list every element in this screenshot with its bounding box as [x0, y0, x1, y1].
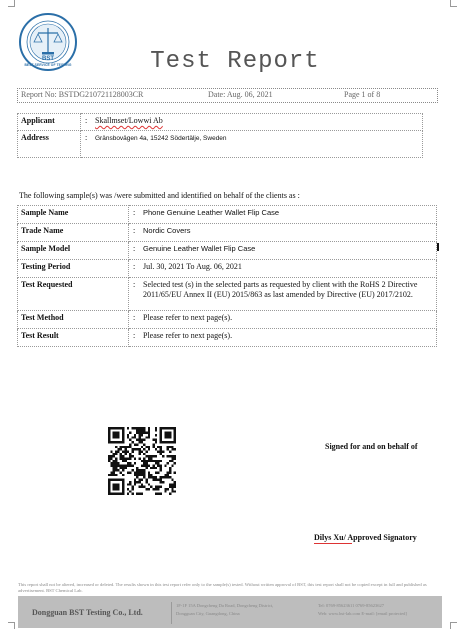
corner-mark-top-right — [450, 0, 457, 7]
sample-row: Test Method : Please refer to next page(s). — [18, 311, 437, 329]
report-bar — [17, 88, 438, 103]
footer-address-1: 1F-1F 15A Dongcheng Da Road, Dongcheng District, — [176, 603, 274, 608]
signatory-name: Dilys Xu/ Approved Signatory — [314, 533, 417, 542]
footer-divider — [171, 602, 172, 624]
footer-address-2: Dongguan City, Guangdong, China — [176, 611, 240, 616]
qr-code — [108, 427, 176, 495]
signatory-underline — [314, 543, 352, 544]
footer-web: Web: www.bst-lab.com E-mail: [email protected] — [318, 611, 407, 616]
footer-company: Dongguan BST Testing Co., Ltd. — [32, 608, 143, 617]
applicant-cell: : Skallmset/Lowwi Ab — [81, 114, 423, 131]
sample-model-value: Genuine Leather Wallet Flip Case — [143, 244, 256, 253]
testing-period-label: Testing Period — [18, 260, 129, 278]
footer-tel: Tel: 0769-85623611 0769-85623627 — [318, 603, 385, 608]
sample-table — [17, 205, 437, 347]
test-result-value: Please refer to next page(s). — [143, 331, 233, 340]
testing-period-value: Jul. 30, 2021 To Aug. 06, 2021 — [143, 262, 242, 271]
applicant-value: Skallmset/Lowwi Ab — [95, 116, 163, 125]
corner-mark-bottom-left — [8, 622, 15, 629]
address-cell: : Gränsbovägen 4a, 15242 Södertälje, Sweden — [81, 131, 423, 158]
footer-bar — [18, 596, 442, 628]
sample-model-label: Sample Model — [18, 242, 129, 260]
cursor-marker — [437, 243, 439, 251]
address-label: Address — [18, 131, 81, 158]
sample-row: Sample Model : Genuine Leather Wallet Flip Case — [18, 242, 437, 260]
intro-text: The following sample(s) was /were submitted and identified on behalf of the clients as : — [19, 191, 300, 200]
trade-name-value: Nordic Covers — [143, 226, 191, 235]
test-requested-value: Selected test (s) in the selected parts as requested by client with the RoHS 2 Directive 2011/65/EU Annex II (EU) 2015/863 as last amended by Directive (EU) 2017/2102. — [143, 280, 418, 299]
signed-for-text: Signed for and on behalf of — [325, 442, 418, 451]
test-method-value: Please refer to next page(s). — [143, 313, 233, 322]
client-table — [17, 113, 423, 158]
bst-logo — [18, 12, 78, 72]
trade-name-label: Trade Name — [18, 224, 129, 242]
logo-ring-text: BEST SERVICE OF TESTING — [24, 63, 72, 67]
signatory-text — [314, 533, 417, 542]
page-title: Test Report — [150, 48, 320, 75]
applicant-label: Applicant — [18, 114, 81, 131]
corner-mark-top-left — [8, 0, 15, 7]
address-row — [18, 131, 423, 158]
test-method-label: Test Method — [18, 311, 129, 329]
sample-row: Test Result : Please refer to next page(s). — [18, 329, 437, 347]
address-value: Gränsbovägen 4a, 15242 Södertälje, Sweden — [95, 135, 227, 142]
report-date: Date: Aug. 06, 2021 — [208, 90, 273, 99]
test-requested-label: Test Requested — [18, 278, 129, 311]
applicant-row — [18, 114, 423, 131]
sample-name-value: Phone Genuine Leather Wallet Flip Case — [143, 208, 280, 217]
sample-name-label: Sample Name — [18, 206, 129, 224]
sample-row: Testing Period : Jul. 30, 2021 To Aug. 06, 2021 — [18, 260, 437, 278]
sample-row: Test Requested : Selected test (s) in the selected parts as requested by client with the RoHS 2 Directive 2011/65/EU Annex II (EU) 2015/863 as last amended by Directive (EU) 2017/2102. — [18, 278, 437, 311]
corner-mark-bottom-right — [450, 622, 457, 629]
logo-initials: BST — [42, 56, 54, 62]
page-indicator: Page 1 of 8 — [344, 90, 381, 99]
report-number: Report No: BSTDG210721128003CR — [21, 90, 144, 99]
sample-row: Trade Name : Nordic Covers — [18, 224, 437, 242]
sample-row: Sample Name : Phone Genuine Leather Wallet Flip Case — [18, 206, 437, 224]
test-result-label: Test Result — [18, 329, 129, 347]
disclaimer-text: This report shall not be altered, increased or deleted. The results shown in this test report refer only to the sample(s) tested. Without written approval of BST, this test report shall not be copied except in full and published as advertisement. BST Chemical Lab. — [18, 582, 427, 593]
